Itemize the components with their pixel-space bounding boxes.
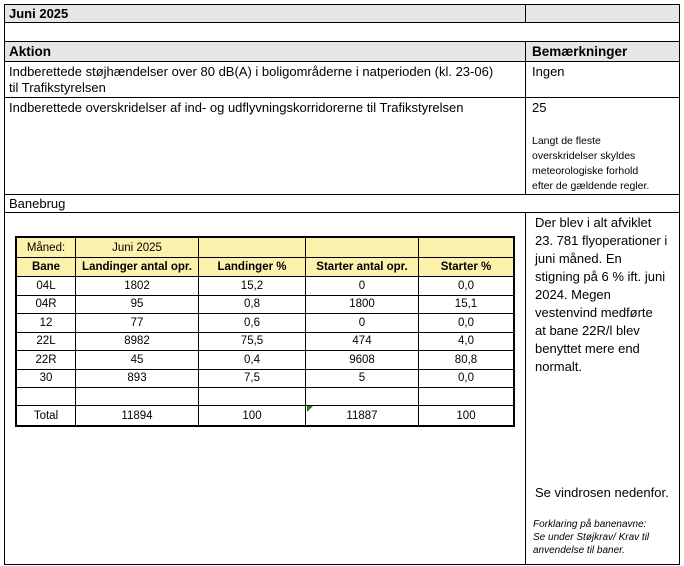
cell-landinger-antal: 45 [76,351,199,370]
table-row [17,351,513,370]
total-landinger-pct: 100 [199,406,306,425]
banebrug-label: Banebrug [9,196,66,211]
empty-cell [306,388,419,406]
total-starter-pct: 100 [456,409,476,422]
title-row-background [4,4,679,22]
page-title: Juni 2025 [9,6,69,21]
cell-starter-pct: 0,0 [419,314,513,333]
table-row [17,277,513,296]
banebrug-remark-line2: 23. 781 flyoperationer i [535,233,668,248]
banebrug-remark-line6: vestenvind medførte [535,305,653,320]
total-starter-antal: 11887 [306,406,419,425]
cell-starter-pct: 15,1 [419,296,513,315]
cell-starter-pct: 80,8 [419,351,513,370]
total-label: Total [17,406,76,425]
cell-landinger-antal: 893 [76,370,199,389]
table-empty-row [17,388,513,406]
row1-remark: Ingen [532,64,565,79]
cell-landinger-pct: 0,4 [199,351,306,370]
table-row [17,370,513,389]
runway-usage-table [15,236,515,427]
col-header-bane: Bane [17,258,76,277]
cell-landinger-pct: 75,5 [199,333,306,352]
month-label: Måned: [17,238,76,258]
banebrug-remark-line9: normalt. [535,359,582,374]
cell-starter-antal: 474 [306,333,419,352]
banebrug-remark-line1: Der blev i alt afviklet [535,215,652,230]
row2-note-line1: Langt de fleste [532,135,601,147]
cell-starter-pct: 4,0 [419,333,513,352]
explanation-line3: anvendelse til baner. [533,545,625,556]
cell-bane: 22R [17,351,76,370]
total-landinger-antal: 11894 [76,406,199,425]
cell-bane: 04R [17,296,76,315]
col-header-starter-pct: Starter % [419,258,513,277]
cell-starter-antal: 5 [306,370,419,389]
cell-landinger-pct: 15,2 [199,277,306,296]
empty-cell [419,388,513,406]
cell-landinger-antal: 77 [76,314,199,333]
row2-note-line4: efter de gældende regler. [532,180,650,192]
column-header-remarks: Bemærkninger [532,44,628,59]
table-header-row [17,258,513,277]
cell-bane: 30 [17,370,76,389]
empty-cell [76,388,199,406]
month-empty-1 [199,238,306,258]
table-row [17,333,513,352]
col-header-landinger-pct: Landinger % [199,258,306,277]
col-header-starter-antal: Starter antal opr. [306,258,419,277]
cell-starter-pct: 0,0 [419,370,513,389]
row2-action-line1: Indberettede overskridelser af ind- og udflyvningskorridorerne til Trafikstyrelsen [9,100,464,115]
month-value: Juni 2025 [76,238,199,258]
month-empty-3 [419,238,513,258]
row1-action-line2: til Trafikstyrelsen [9,80,106,95]
banebrug-remark-line7: at bane 22R/l blev [535,323,640,338]
cell-starter-antal: 9608 [306,351,419,370]
empty-cell [17,388,76,406]
cell-landinger-antal: 8982 [76,333,199,352]
col-header-landinger-antal: Landinger antal opr. [76,258,199,277]
row2-note-line2: overskridelser skyldes [532,150,636,162]
banebrug-remark-line3: juni måned. En [535,251,622,266]
banebrug-remark-line4: stigning på 6 % ift. juni [535,269,666,284]
wind-rose-note: Se vindrosen nedenfor. [535,485,669,500]
cell-landinger-pct: 7,5 [199,370,306,389]
cell-landinger-antal: 95 [76,296,199,315]
explanation-line1: Forklaring på banenavne: [533,519,647,530]
cell-starter-pct: 0,0 [419,277,513,296]
column-header-action: Aktion [9,44,51,59]
row2-remark: 25 [532,100,547,115]
cell-landinger-pct: 0,8 [199,296,306,315]
banebrug-remark-line5: 2024. Megen [535,287,611,302]
table-row [17,296,513,315]
row2-note-line3: meteorologiske forhold [532,165,639,177]
month-row [17,238,513,258]
table-total-row [17,406,513,425]
row1-action-line1: Indberettede støjhændelser over 80 dB(A) i boligområderne i natperioden (kl. 23-06) [9,64,494,79]
cell-bane: 04L [17,277,76,296]
table-row [17,314,513,333]
cell-starter-antal: 0 [306,277,419,296]
comment-marker [307,406,313,412]
cell-bane: 12 [17,314,76,333]
explanation-line2: Se under Støjkrav/ Krav til [533,532,650,543]
empty-cell [199,388,306,406]
cell-bane: 22L [17,333,76,352]
cell-starter-antal: 0 [306,314,419,333]
cell-starter-antal: 1800 [306,296,419,315]
month-empty-2 [306,238,419,258]
cell-landinger-pct: 0,6 [199,314,306,333]
banebrug-remark-line8: benyttet mere end [535,341,640,356]
cell-landinger-antal: 1802 [76,277,199,296]
